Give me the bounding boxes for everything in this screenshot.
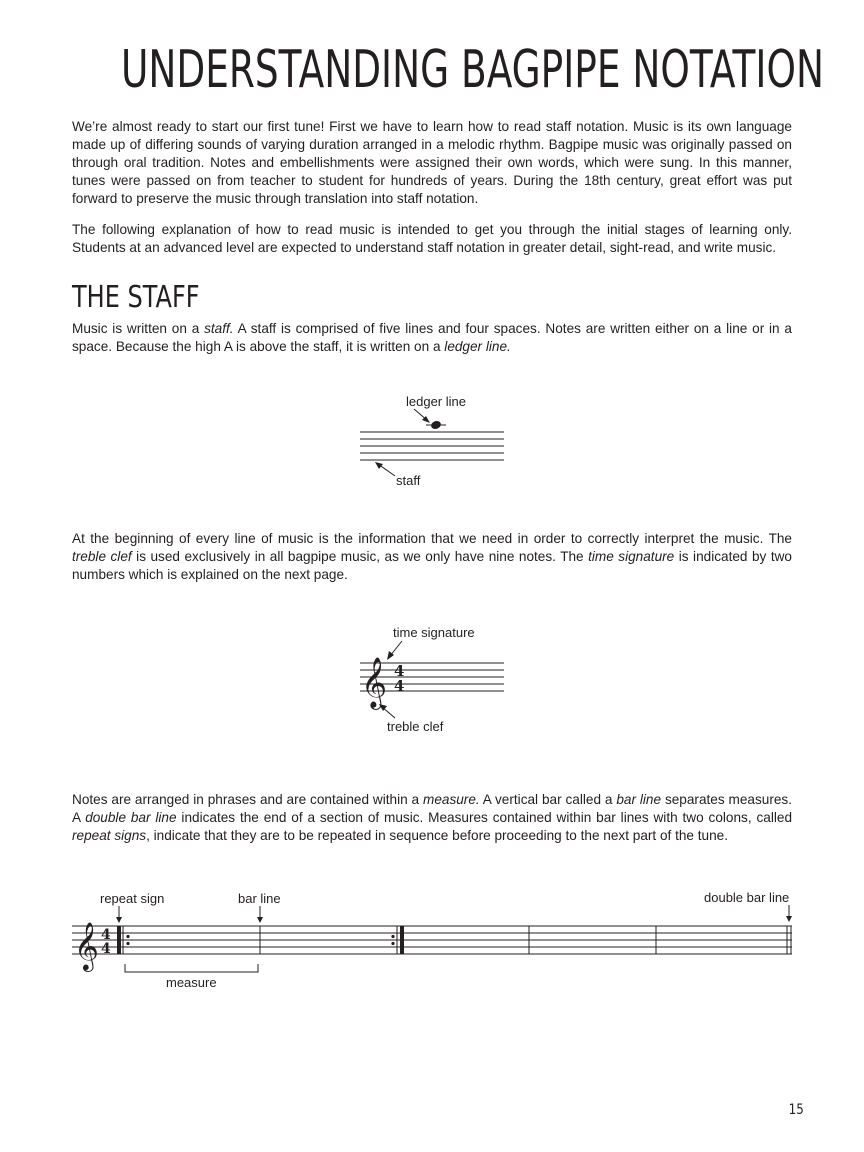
treble-clef-label: treble clef bbox=[387, 719, 444, 734]
treble-clef-icon: 𝄞 bbox=[361, 657, 388, 708]
staff-label: staff bbox=[396, 473, 421, 488]
staff-arrowhead bbox=[375, 462, 383, 469]
double-bar-line-label: double bar line bbox=[704, 890, 790, 905]
time-signature-bottom: 4 bbox=[394, 677, 405, 695]
time-signature-top: 4 bbox=[394, 662, 405, 680]
measure-bracket bbox=[125, 964, 258, 972]
repeat-sign-label: repeat sign bbox=[100, 891, 165, 906]
repeat-dot bbox=[126, 935, 129, 938]
repeat-thick-bar bbox=[117, 926, 121, 954]
repeat-dot bbox=[391, 935, 394, 938]
clef-paragraph: At the beginning of every line of music is the information that we need in order to correctly interpret the music. The treble clef is used exclusively in all bagpipe music, as we only have nine notes. The time signature is indicated by two numbers which is explained on the next page. bbox=[72, 531, 792, 582]
repeat-end-thick-bar bbox=[400, 926, 404, 954]
intro-paragraph-2: The following explanation of how to read music is intended to get you through the initial stages of learning only. Students at an advanced level are expected to understand staff notation in greater detail, sight-read, and write music. bbox=[72, 222, 792, 255]
measure-diagram bbox=[0, 880, 864, 995]
page-number: 15 bbox=[788, 1102, 804, 1118]
staff-paragraph: Music is written on a staff. A staff is comprised of five lines and four spaces. Notes are written either on a line or in a space. Because the high A is above the staff, it is written on a ledger line. bbox=[72, 321, 792, 354]
note-head bbox=[430, 420, 442, 431]
clef-time-signature-diagram bbox=[0, 615, 864, 745]
measure-label: measure bbox=[166, 975, 217, 990]
staff-diagram bbox=[0, 380, 864, 500]
double-bar-arrowhead bbox=[786, 916, 792, 922]
page-title: UNDERSTANDING BAGPIPE NOTATION bbox=[120, 40, 824, 100]
measure-paragraph: Notes are arranged in phrases and are contained within a measure. A vertical bar called a bar line separates measures. A double bar line indicates the end of a section of music. Measures contained within bar lines with two colons, called repeat signs, indicate that they are to be repeated in sequence before proceeding to the next part of the tune. bbox=[72, 792, 793, 843]
treble-clef-icon: 𝄞 bbox=[74, 921, 99, 970]
intro-paragraph-1: We’re almost ready to start our first tune! First we have to learn how to read staff notation. Music is its own language made up of differing sounds of varying duration arranged in a melodic rhythm. Bagpipe music was originally passed on through oral tradition. Notes and embellishments were assigned their own words, which were sung. In this manner, tunes were passed on from teacher to student for hundreds of years. During the 18th century, great effort was put forward to preserve the music through translation into staff notation. bbox=[72, 119, 792, 206]
time-signature-label: time signature bbox=[393, 625, 475, 640]
section-heading-staff: THE STAFF bbox=[72, 280, 200, 315]
repeat-arrowhead bbox=[116, 917, 122, 923]
repeat-dot bbox=[126, 942, 129, 945]
bar-line-label: bar line bbox=[238, 891, 281, 906]
repeat-dot bbox=[391, 942, 394, 945]
ledger-line-label: ledger line bbox=[406, 394, 466, 409]
bar-line-arrowhead bbox=[257, 917, 263, 923]
time-signature-bottom: 4 bbox=[101, 941, 111, 957]
time-signature-top: 4 bbox=[101, 927, 111, 943]
